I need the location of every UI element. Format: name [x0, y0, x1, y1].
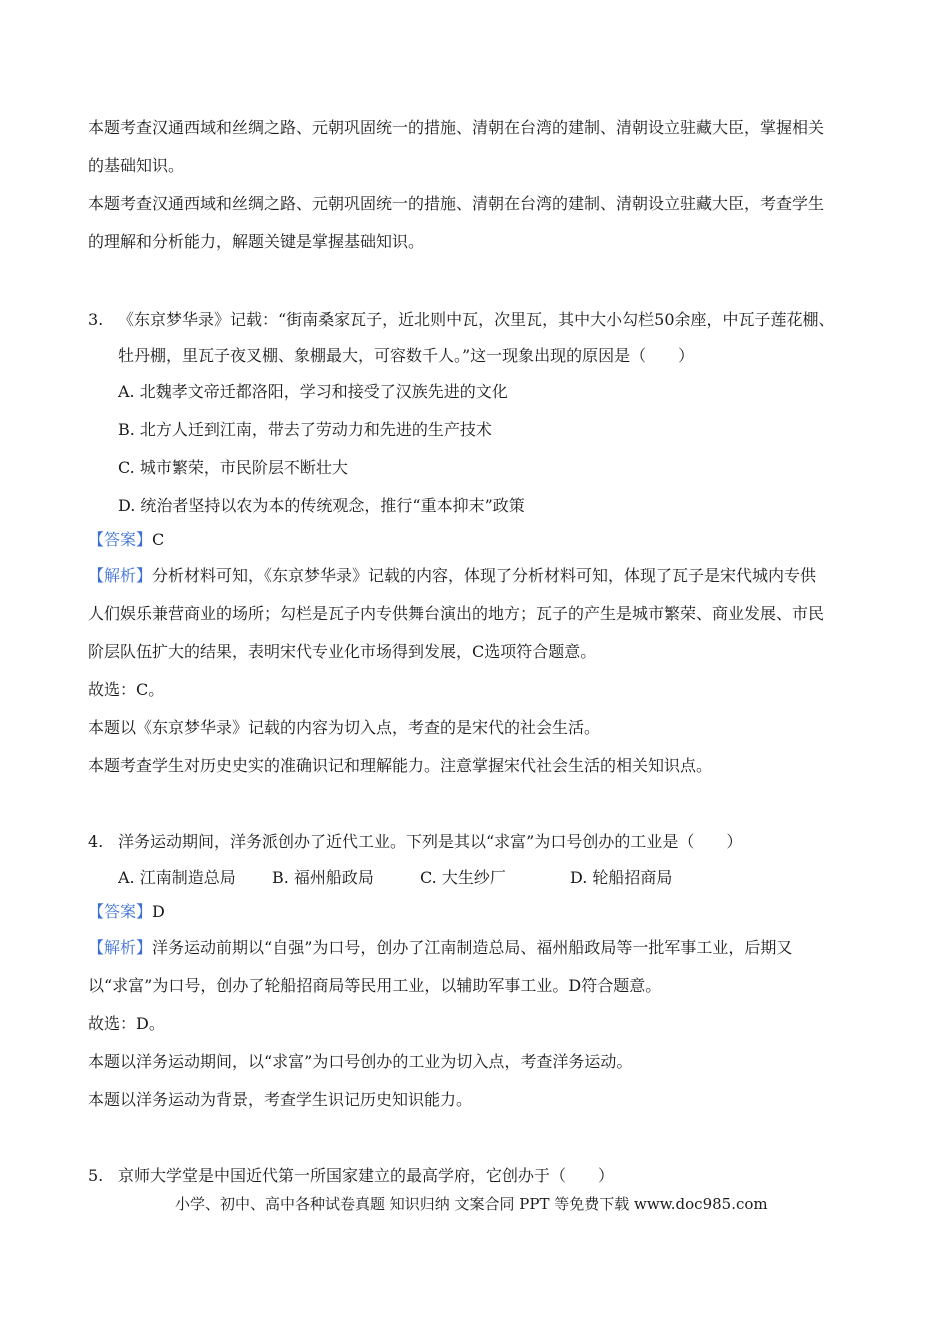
- answer-value: C: [152, 530, 165, 549]
- question-3-option-c: C. 城市繁荣，市民阶层不断壮大: [118, 458, 348, 477]
- question-3-note: 本题考查学生对历史史实的准确识记和理解能力。注意掌握宋代社会生活的相关知识点。: [88, 756, 713, 775]
- question-3-number: 3.: [88, 310, 104, 329]
- question-4-number: 4.: [88, 832, 104, 851]
- question-3-answer: [88, 530, 164, 550]
- question-3-option-d: D. 统治者坚持以农为本的传统观念，推行“重本抑末”政策: [118, 496, 525, 515]
- question-4-analysis: [88, 938, 792, 958]
- question-3-note: 本题以《东京梦华录》记载的内容为切入点，考查的是宋代的社会生活。: [88, 718, 601, 737]
- question-3-option-b: B. 北方人迁到江南，带去了劳动力和先进的生产技术: [118, 420, 492, 439]
- question-4-analysis-line: 以“求富”为口号，创办了轮船招商局等民用工业，以辅助军事工业。D符合题意。: [88, 976, 662, 995]
- question-3-analysis: [88, 566, 816, 586]
- question-3-option-a: A. 北魏孝文帝迁都洛阳，学习和接受了汉族先进的文化: [118, 382, 508, 401]
- page-footer: 小学、初中、高中各种试卷真题 知识归纳 文案合同 PPT 等免费下载 www.doc985.com: [175, 1195, 768, 1213]
- question-4-stem: 洋务运动期间，洋务派创办了近代工业。下列是其以“求富”为口号创办的工业是（ ）: [118, 832, 743, 851]
- question-4-option-b: B. 福州船政局: [272, 868, 374, 887]
- question-5-stem: 京师大学堂是中国近代第一所国家建立的最高学府，它创办于（ ）: [118, 1166, 615, 1185]
- prev-explanation-line: 的理解和分析能力，解题关键是掌握基础知识。: [88, 232, 425, 251]
- prev-explanation-line: 本题考查汉通西域和丝绸之路、元朝巩固统一的措施、清朝在台湾的建制、清朝设立驻藏大臣，考查学生: [88, 194, 825, 213]
- question-4-answer: [88, 902, 165, 922]
- question-4-note: 本题以洋务运动期间，以“求富”为口号创办的工业为切入点，考查洋务运动。: [88, 1052, 633, 1071]
- answer-value: D: [152, 902, 165, 921]
- question-4-option-d: D. 轮船招商局: [570, 868, 673, 887]
- question-5-number: 5.: [88, 1166, 104, 1185]
- question-3-analysis-line: 阶层队伍扩大的结果，表明宋代专业化市场得到发展，C选项符合题意。: [88, 642, 597, 661]
- question-3-analysis-line: 人们娱乐兼营商业的场所；勾栏是瓦子内专供舞台演出的地方；瓦子的产生是城市繁荣、商业发展、市民: [88, 604, 825, 623]
- question-3-stem: 牡丹棚，里瓦子夜叉棚、象棚最大，可容数千人。”这一现象出现的原因是（ ）: [118, 346, 695, 365]
- question-4-option-c: C. 大生纱厂: [420, 868, 506, 887]
- question-3-choose: 故选：C。: [88, 680, 165, 699]
- analysis-label: 【解析】: [88, 566, 153, 585]
- question-4-options: [0, 868, 950, 888]
- prev-explanation-line: 本题考查汉通西域和丝绸之路、元朝巩固统一的措施、清朝在台湾的建制、清朝设立驻藏大臣，掌握相关: [88, 118, 825, 137]
- analysis-label: 【解析】: [88, 938, 153, 957]
- question-3-stem: 《东京梦华录》记载：“街南桑家瓦子，近北则中瓦，次里瓦，其中大小勾栏50余座，中瓦子莲花棚、: [118, 310, 835, 329]
- analysis-text: 分析材料可知，《东京梦华录》记载的内容，体现了分析材料可知，体现了瓦子是宋代城内专供: [152, 566, 817, 585]
- analysis-text: 洋务运动前期以“自强”为口号，创办了江南制造总局、福州船政局等一批军事工业，后期又: [152, 938, 793, 957]
- question-4-option-a: A. 江南制造总局: [118, 868, 236, 887]
- answer-label: 【答案】: [88, 902, 153, 921]
- question-4-note: 本题以洋务运动为背景，考查学生识记历史知识能力。: [88, 1090, 473, 1109]
- prev-explanation-line: 的基础知识。: [88, 156, 185, 175]
- question-4-choose: 故选：D。: [88, 1014, 165, 1033]
- answer-label: 【答案】: [88, 530, 153, 549]
